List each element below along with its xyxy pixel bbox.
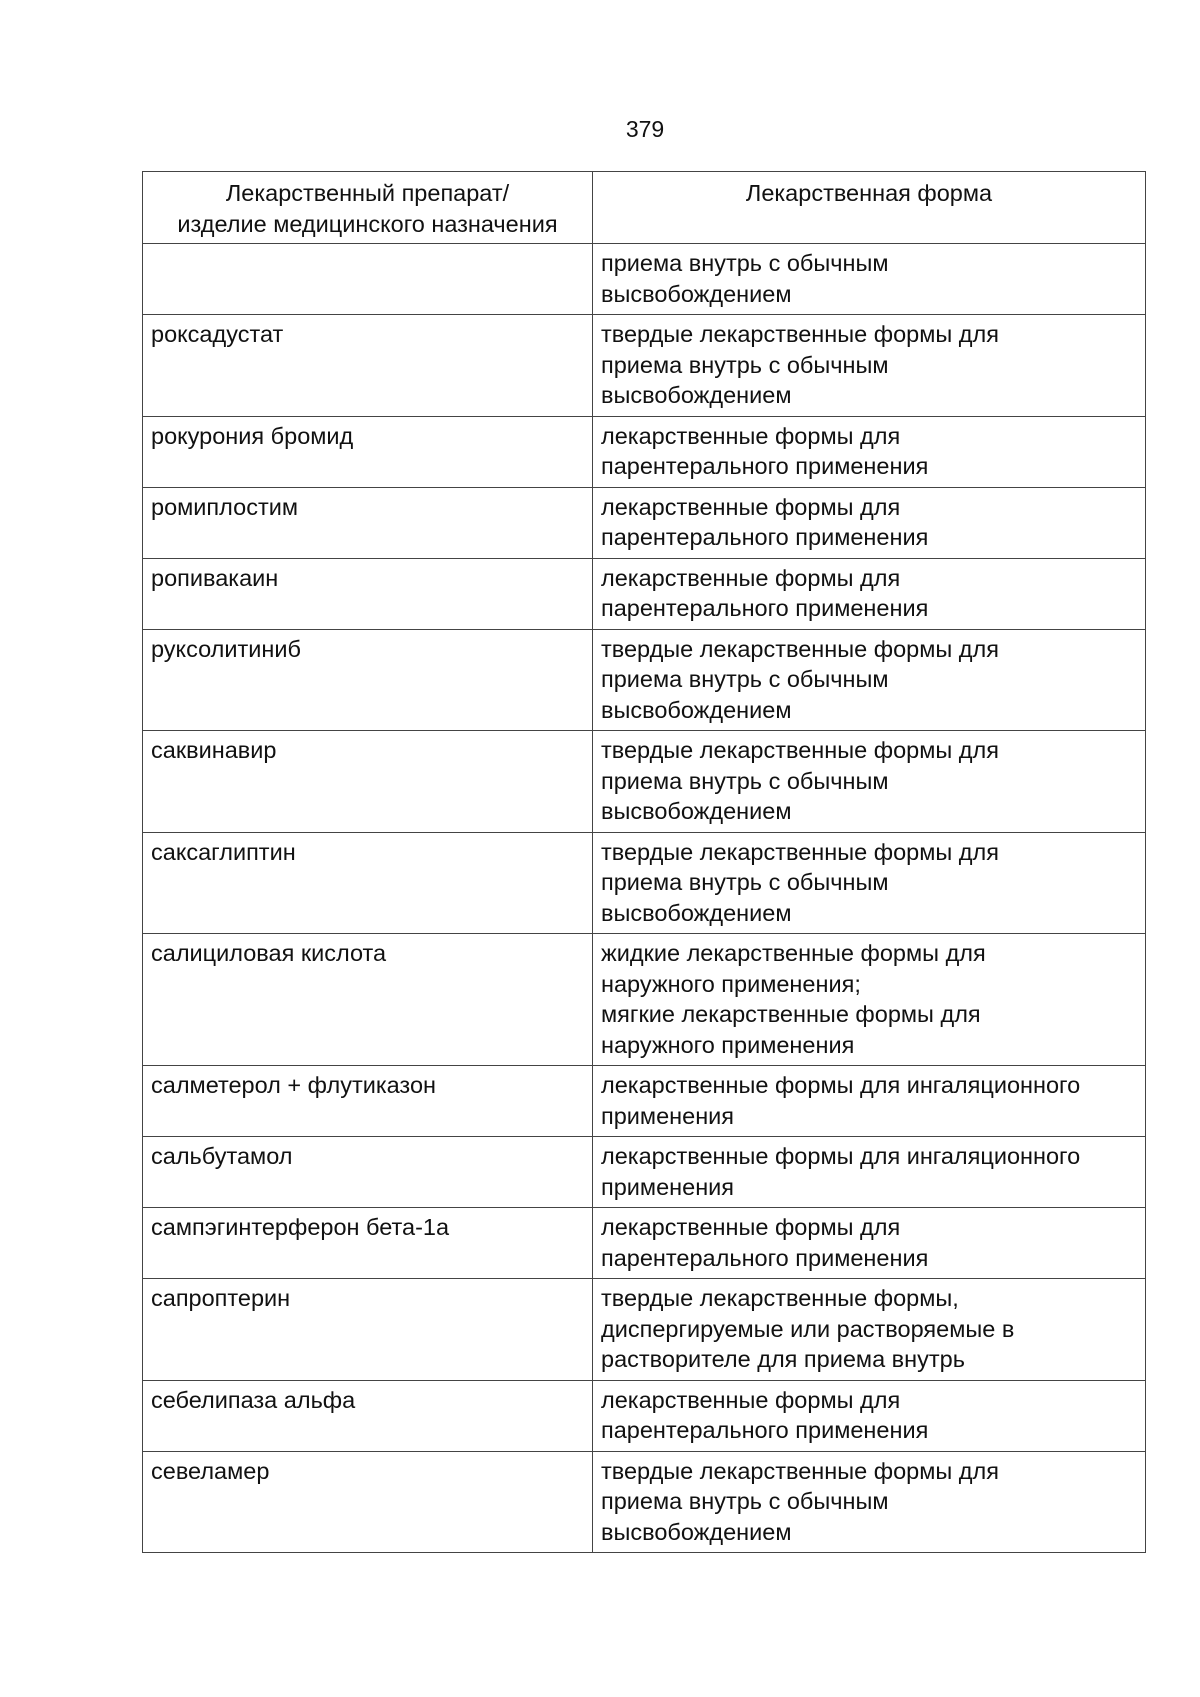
- page-number: 379: [625, 116, 665, 142]
- drug-name-cell: сапроптерин: [143, 1279, 593, 1381]
- table-row: [143, 629, 1146, 731]
- dosage-form-cell: лекарственные формы для парентерального применения: [593, 558, 1146, 629]
- drug-name-cell: севеламер: [143, 1451, 593, 1553]
- dosage-form-cell: твердые лекарственные формы для приема внутрь с обычным высвобождением: [593, 832, 1146, 934]
- drug-name-cell: [143, 244, 593, 315]
- drug-name-cell: рокурония бромид: [143, 416, 593, 487]
- table-row: [143, 934, 1146, 1066]
- dosage-form-cell: лекарственные формы для парентерального применения: [593, 1380, 1146, 1451]
- dosage-form-cell: твердые лекарственные формы для приема внутрь с обычным высвобождением: [593, 731, 1146, 833]
- drug-name-cell: себелипаза альфа: [143, 1380, 593, 1451]
- dosage-form-cell: твердые лекарственные формы, диспергируемые или растворяемые в растворителе для приема внутрь: [593, 1279, 1146, 1381]
- drug-name-cell: руксолитиниб: [143, 629, 593, 731]
- table-row: [143, 1451, 1146, 1553]
- header-dosage-form: Лекарственная форма: [593, 172, 1146, 244]
- drug-name-cell: ропивакаин: [143, 558, 593, 629]
- dosage-form-cell: твердые лекарственные формы для приема внутрь с обычным высвобождением: [593, 1451, 1146, 1553]
- drug-name-cell: салициловая кислота: [143, 934, 593, 1066]
- table-row: [143, 558, 1146, 629]
- table-row: [143, 1137, 1146, 1208]
- table-row: [143, 832, 1146, 934]
- drug-name-cell: сампэгинтерферон бета-1а: [143, 1208, 593, 1279]
- drug-name-cell: роксадустат: [143, 315, 593, 417]
- table-row: [143, 487, 1146, 558]
- drug-name-cell: салметерол + флутиказон: [143, 1066, 593, 1137]
- drug-name-cell: саквинавир: [143, 731, 593, 833]
- dosage-form-cell: лекарственные формы для парентерального применения: [593, 1208, 1146, 1279]
- table-row: [143, 1208, 1146, 1279]
- table-row: [143, 1380, 1146, 1451]
- table-row: [143, 315, 1146, 417]
- drug-name-cell: саксаглиптин: [143, 832, 593, 934]
- dosage-form-cell: приема внутрь с обычным высвобождением: [593, 244, 1146, 315]
- table-header-row: [143, 172, 1146, 244]
- drug-name-cell: сальбутамол: [143, 1137, 593, 1208]
- dosage-form-cell: лекарственные формы для ингаляционного применения: [593, 1137, 1146, 1208]
- table-row: [143, 1066, 1146, 1137]
- drug-name-cell: ромиплостим: [143, 487, 593, 558]
- drug-form-table: [142, 171, 1146, 1553]
- dosage-form-cell: твердые лекарственные формы для приема внутрь с обычным высвобождением: [593, 315, 1146, 417]
- dosage-form-cell: лекарственные формы для парентерального применения: [593, 416, 1146, 487]
- header-drug-name: Лекарственный препарат/ изделие медицинского назначения: [143, 172, 593, 244]
- table-row: [143, 1279, 1146, 1381]
- table-row: [143, 244, 1146, 315]
- dosage-form-cell: твердые лекарственные формы для приема внутрь с обычным высвобождением: [593, 629, 1146, 731]
- table-row: [143, 416, 1146, 487]
- table-row: [143, 731, 1146, 833]
- dosage-form-cell: жидкие лекарственные формы для наружного применения; мягкие лекарственные формы для наружного применения: [593, 934, 1146, 1066]
- dosage-form-cell: лекарственные формы для ингаляционного применения: [593, 1066, 1146, 1137]
- dosage-form-cell: лекарственные формы для парентерального применения: [593, 487, 1146, 558]
